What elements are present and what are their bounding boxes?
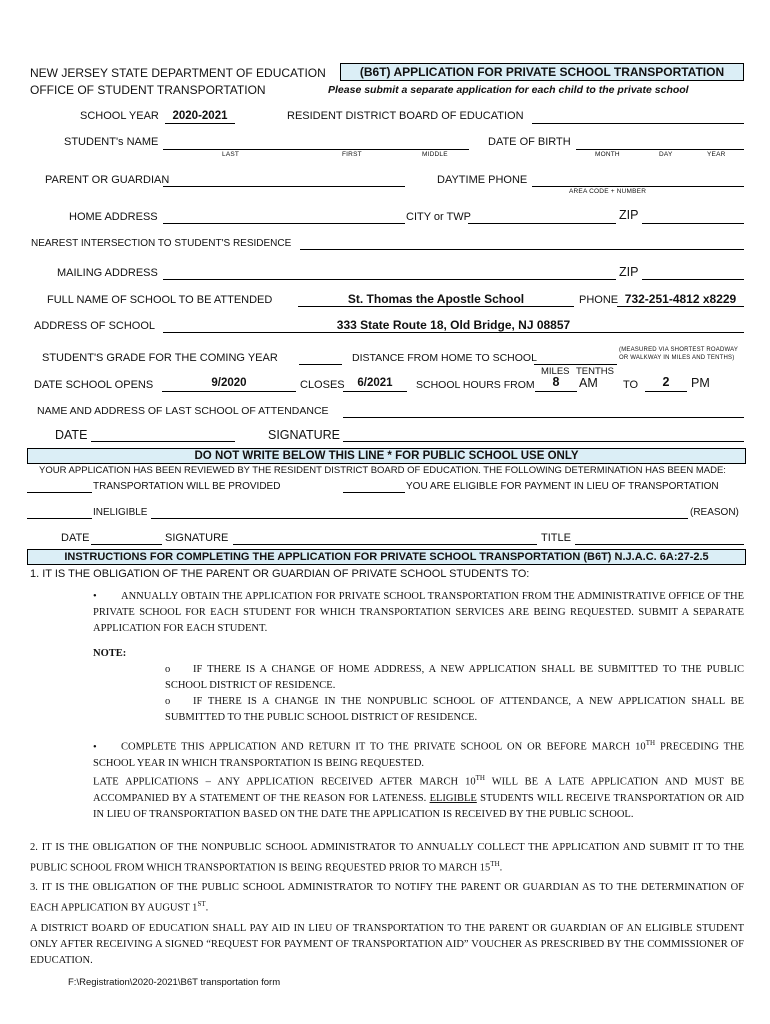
last-school-field[interactable] [343,417,744,418]
late-applications-text: LATE APPLICATIONS – ANY APPLICATION RECEIVED AFTER MARCH 10TH WILL BE A LATE APPLICATION AND MUST BE ACCOMPANIED BY A STATEMENT OF THE REASON FOR LATENESS. ELIGIBLE STUDENTS WILL RECEIVE TRANSPORTATION OR AID IN LIEU OF TRANSPORTATION BASED ON THE DATE THE APPLICATION IS RECEIVED BY THE PUBLIC SCHOOL. [93,774,744,820]
official-date-label: DATE [61,532,90,544]
intersection-field[interactable] [300,249,744,250]
month-caption: MONTH [595,151,620,158]
home-address-label: HOME ADDRESS [69,211,158,223]
school-phone-value: 732-251-4812 x8229 [624,292,737,306]
zip-label: ZIP [619,208,639,222]
grade-field[interactable] [299,364,342,365]
school-address-label: ADDRESS OF SCHOOL [34,320,156,332]
mailing-zip-field[interactable] [642,279,744,280]
date-opens-label: DATE SCHOOL OPENS [34,379,154,391]
instruction-item-2: 2. IT IS THE OBLIGATION OF THE NONPUBLIC SCHOOL ADMINISTRATOR TO ANNUALLY COLLECT THE APPLICATION AND SUBMIT IT TO THE PUBLIC SCHOOL FROM WHICH TRANSPORTATION IS BEING REQUESTED PRIOR TO MARCH 15TH. [30,842,744,874]
date-field[interactable] [91,441,235,442]
instruction-bullet-1: • ANNUALLY OBTAIN THE APPLICATION FOR PRIVATE SCHOOL TRANSPORTATION FROM THE ADMINISTRATIVE OFFICE OF THE PRIVATE SCHOOL FOR EACH STUDENT FOR WHICH TRANSPORTATION SERVICES ARE BEING REQUESTED. SUBMIT A SEPARATE APPLICATION FOR EACH STUDENT. [93,591,744,634]
parent-field[interactable] [163,186,405,187]
school-year-value: 2020-2021 [172,110,228,122]
mailing-address-label: MAILING ADDRESS [57,267,158,279]
provided-checkline[interactable] [27,492,92,493]
am-label: AM [579,376,598,390]
mailing-address-field[interactable] [163,279,616,280]
dob-label: DATE OF BIRTH [488,136,571,148]
area-code-caption: AREA CODE + NUMBER [569,188,647,195]
measured-note-1: (MEASURED VIA SHORTEST ROADWAY [619,347,739,353]
intersection-label: NEAREST INTERSECTION TO STUDENT'S RESIDENCE [31,238,292,249]
hours-from-value: 8 [552,375,560,389]
official-title-field[interactable] [575,544,744,545]
pm-label: PM [691,376,710,390]
resident-district-field[interactable] [532,123,744,124]
school-phone-label: PHONE [579,294,619,306]
lieu-checkline[interactable] [343,492,405,493]
measured-note-2: OR WALKWAY IN MILES AND TENTHS) [619,355,735,361]
instruction-item-3: 3. IT IS THE OBLIGATION OF THE PUBLIC SCHOOL ADMINISTRATOR TO NOTIFY THE PARENT OR GUARDIAN AS TO THE DETERMINATION OF EACH APPLICATION BY AUGUST 1ST. [30,882,744,914]
date-opens-value: 9/2020 [211,377,247,389]
official-signature-label: SIGNATURE [165,532,229,544]
last-caption: LAST [222,151,240,158]
form-subtitle: Please submit a separate application for each child to the private school [328,84,689,96]
daytime-phone-field[interactable] [532,186,744,187]
hours-to-value: 2 [662,375,670,389]
mailing-zip-label: ZIP [619,265,639,279]
official-title-label: TITLE [541,532,571,544]
student-name-label: STUDENT's NAME [64,136,159,148]
date-label: DATE [55,428,88,442]
signature-label: SIGNATURE [268,428,340,442]
first-caption: FIRST [342,151,362,158]
daytime-phone-label: DAYTIME PHONE [437,174,528,186]
ineligible-checkline[interactable] [27,518,92,519]
department-name: NEW JERSEY STATE DEPARTMENT OF EDUCATION [30,66,326,80]
note-item-1: o IF THERE IS A CHANGE OF HOME ADDRESS, A NEW APPLICATION SHALL BE SUBMITTED TO THE PUBLIC SCHOOL DISTRICT OF RESIDENCE. [165,664,744,691]
home-address-field[interactable] [163,223,405,224]
school-address-value: 333 State Route 18, Old Bridge, NJ 08857 [336,318,571,332]
note-item-2: o IF THERE IS A CHANGE IN THE NONPUBLIC SCHOOL OF ATTENDANCE, A NEW APPLICATION SHALL BE SUBMITTED TO THE PUBLIC SCHOOL DISTRICT OF RESIDENCE. [165,696,744,723]
official-date-field[interactable] [91,544,162,545]
last-school-label: NAME AND ADDRESS OF LAST SCHOOL OF ATTENDANCE [37,405,329,417]
official-signature-field[interactable] [233,544,537,545]
distance-field[interactable] [534,364,617,365]
instructions-banner: INSTRUCTIONS FOR COMPLETING THE APPLICATION FOR PRIVATE SCHOOL TRANSPORTATION (B6T) N.J.A.C. 6A:27-2.5 [27,549,746,565]
distance-label: DISTANCE FROM HOME TO SCHOOL [352,352,537,364]
school-year-label: SCHOOL YEAR [80,110,159,122]
parent-label: PARENT OR GUARDIAN [45,174,170,186]
grade-label: STUDENT'S GRADE FOR THE COMING YEAR [42,352,278,364]
school-name-label: FULL NAME OF SCHOOL TO BE ATTENDED [47,294,273,306]
form-title: (B6T) APPLICATION FOR PRIVATE SCHOOL TRANSPORTATION [340,63,744,81]
city-field[interactable] [468,223,616,224]
school-hours-label: SCHOOL HOURS FROM [416,379,535,391]
signature-field[interactable] [343,441,744,442]
school-name-value: St. Thomas the Apostle School [347,292,525,306]
school-address-field[interactable] [163,332,744,333]
public-use-banner: DO NOT WRITE BELOW THIS LINE * FOR PUBLIC SCHOOL USE ONLY [27,448,746,464]
dob-field[interactable] [576,149,744,150]
year-caption: YEAR [707,151,726,158]
closes-label: CLOSES [300,379,345,391]
resident-district-label: RESIDENT DISTRICT BOARD OF EDUCATION [287,110,524,122]
school-name-field[interactable] [298,306,574,307]
reviewed-text: YOUR APPLICATION HAS BEEN REVIEWED BY THE RESIDENT DISTRICT BOARD OF EDUCATION. THE FOLLOWING DETERMINATION HAS BEEN MADE: [39,465,726,476]
school-phone-field[interactable] [617,306,744,307]
zip-field[interactable] [642,223,744,224]
to-label: TO [623,379,639,391]
footer-path: F:\Registration\2020-2021\B6T transportation form [68,977,281,988]
instruction-item-1: 1. IT IS THE OBLIGATION OF THE PARENT OR GUARDIAN OF PRIVATE SCHOOL STUDENTS TO: [30,568,530,580]
middle-caption: MIDDLE [422,151,448,158]
miles-caption: MILES [541,366,570,377]
date-opens-field[interactable] [162,391,296,392]
lieu-text: YOU ARE ELIGIBLE FOR PAYMENT IN LIEU OF TRANSPORTATION [406,481,719,492]
student-name-field[interactable] [163,149,469,150]
city-label: CITY or TWP [406,211,471,223]
provided-text: TRANSPORTATION WILL BE PROVIDED [93,481,281,492]
hours-to-field[interactable] [645,391,687,392]
tenths-caption: TENTHS [576,366,614,377]
ineligible-text: INELIGIBLE [93,507,148,518]
school-year-field[interactable] [165,123,235,124]
note-label: NOTE: [93,648,127,659]
closes-value: 6/2021 [357,377,393,389]
reason-label: (REASON) [690,507,739,518]
office-name: OFFICE OF STUDENT TRANSPORTATION [30,83,266,97]
day-caption: DAY [659,151,673,158]
closes-field[interactable] [343,391,407,392]
reason-field[interactable] [151,518,688,519]
instruction-bullet-2: • COMPLETE THIS APPLICATION AND RETURN IT TO THE PRIVATE SCHOOL ON OR BEFORE MARCH 10TH PRECEDING THE SCHOOL YEAR IN WHICH TRANSPORTATION IS BEING REQUESTED. [93,739,745,769]
hours-from-field[interactable] [535,391,577,392]
aid-in-lieu-paragraph: A DISTRICT BOARD OF EDUCATION SHALL PAY AID IN LIEU OF TRANSPORTATION TO THE PARENT OR GUARDIAN OF AN ELIGIBLE STUDENT ONLY AFTER RECEIVING A SIGNED “REQUEST FOR PAYMENT OF TRANSPORTATION AID” VOUCHER AS PRESCRIBED BY THE COMMISSIONER OF EDUCATION. [30,923,744,966]
